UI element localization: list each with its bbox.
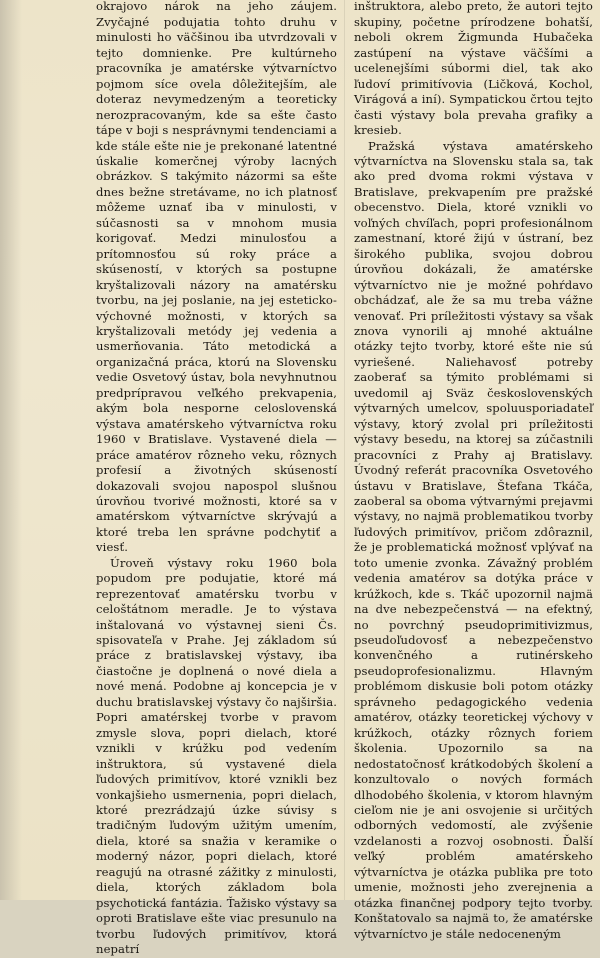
right-paragraph-1: inštruktora, alebo preto, že autori tejto skupiny, početne prírodzene bohatší, neboli okrem Žigmunda Hubačeka zastúpení na výstave väčšími a ucelenejšími súbormi diel, tak ako ľudoví primitívovia (Ličková, Kochol, Virágová a iní). Sympatickou črtou tejto časti výstavy bola prevaha grafiky a kresieb. (354, 0, 593, 138)
left-paragraph-1: okrajovo nárok na jeho záujem. Zvyčajné podujatia tohto druhu v minulosti ho väčšinou iba utvrdzovali v tejto domnienke. Pre kultúrneho pracovníka je amatérske výtvarníctvo pojmom síce ovela dôležitejším, ale doteraz nevymedzeným a teoreticky nerozpracovaným, kde sa ešte často tápe v boji s nesprávnymi tendenciami a kde stále ešte nie je prekonané latentné úskalie komerčnej výroby lacných obrázkov. S takýmito názormi sa ešte dnes bežne stretávame, no ich platnosť môžeme uznať iba v minulosti, v súčasnosti sa v mnohom musia korigovať. Medzi minulosťou a prítomnosťou sú roky práce a skúseností, v ktorých sa postupne kryštalizovali názory na amatérsku tvorbu, na jej poslanie, na jej esteticko-výchovné možnosti, v ktorých sa kryštalizovali metódy jej vedenia a usmerňovania. Táto metodická a organizačná práca, ktorú na Slovensku vedie Osvetový ústav, bola nevyhnutnou predprípravou veľkého prekvapenia, akým bola nesporne celoslovenská výstava amatérskeho výtvarníctva roku 1960 v Bratislave. Vystavené diela — práce amatérov rôzneho veku, rôznych profesií a životných skúseností dokazovali svojou napospol slušnou úrovňou tvorivé možnosti, ktoré sa v amatérskom výtvarníctve skrývajú a ktoré treba len správne podchytiť a viesť. (96, 0, 337, 555)
left-paragraph-2: Úroveň výstavy roku 1960 bola popudom pre podujatie, ktoré má reprezentovať amatérsku tvorbu v celoštátnom meradle. Je to výstava inštalovaná vo výstavnej sieni Čs. spisovateľa v Prahe. Jej základom sú práce z bratislavskej výstavy, iba čiastočne je doplnená o nové diela a nové mená. Podobne aj koncepcia je v duchu bratislavskej výstavy čo najširšia. Popri amatérskej tvorbe v pravom zmysle slova, popri dielach, ktoré vznikli v krúžku pod vedením inštruktora, sú vystavené diela ľudových primitívov, ktoré vznikli bez vonkajšieho usmernenia, popri dielach, ktoré prezrádzajú úzke súvisy s tradičným ľudovým užitým umením, diela, ktoré sa snažia v keramike o moderný názor, popri dielach, ktoré reagujú na otrasné zážitky z minulosti, diela, ktorých základom bola psychotická fantázia. Ťažisko výstavy sa oproti Bratislave ešte viac presunulo na tvorbu ľudových primitívov, ktorá nepatrí (96, 555, 337, 957)
right-paragraph-2: Pražská výstava amatérskeho výtvarníctva na Slovensku stala sa, tak ako pred dvoma rokmi výstava v Bratislave, prekvapením pre pražské obecenstvo. Diela, ktoré vznikli vo voľných chvíľach, popri profesionálnom zamestnaní, ktoré žijú v ústraní, bez širokého publika, svojou dobrou úrovňou dokázali, že amatérske výtvarníctvo nie je možné pohŕdavo obchádzať, ale že sa mu treba vážne venovať. Pri príležitosti výstavy sa však znova vynorili aj mnohé aktuálne otázky tejto tvorby, ktoré ešte nie sú vyriešené. Naliehavosť potreby zaoberať sa týmito problémami si uvedomil aj Sväz československých výtvarných umelcov, spoluusporiadateľ výstavy, ktorý zvolal pri príležitosti výstavy besedu, na ktorej sa zúčastnili pracovníci z Prahy aj Bratislavy. Úvodný referát pracovníka Osvetového ústavu v Bratislave, Štefana Tkáča, zaoberal sa oboma výtvarnými prejavmi výstavy, no najmä problematikou tvorby ľudových primitívov, pričom zdôraznil, že je problematická možnosť vplývať na toto umenie zvonka. Závažný problém vedenia amatérov sa dotýka práce v krúžkoch, kde s. Tkáč upozornil najmä na dve nebezpečenstvá — na efektný, no povrchný pseudoprimitivizmus, pseudoľudovosť a nebezpečenstvo konvenčného a rutinérskeho pseudoprofesionalizmu. Hlavným problémom diskusie boli potom otázky správneho pedagogického vedenia amatérov, otázky teoretickej výchovy v krúžkoch, otázky rôznych foriem školenia. Upozornilo sa na nedostatočnosť krátkodobých školení a konzultovalo o nových formách dlhodobého školenia, v ktorom hlavným cieľom nie je ani osvojenie si určitých odborných vedomostí, ale zvýšenie vzdelanosti a rozvoj osobnosti. Ďalší veľký problém amatérskeho výtvarníctva je otázka publika pre toto umenie, možnosti jeho zverejnenia a otázka finančnej podpory tejto tvorby. Konštatovalo sa najmä to, že amatérske výtvarníctvo je stále nedoceneným (354, 138, 593, 941)
column-gutter (344, 0, 345, 900)
right-column (354, 0, 593, 942)
left-column (96, 0, 337, 958)
paper-edge-shadow (0, 0, 22, 900)
